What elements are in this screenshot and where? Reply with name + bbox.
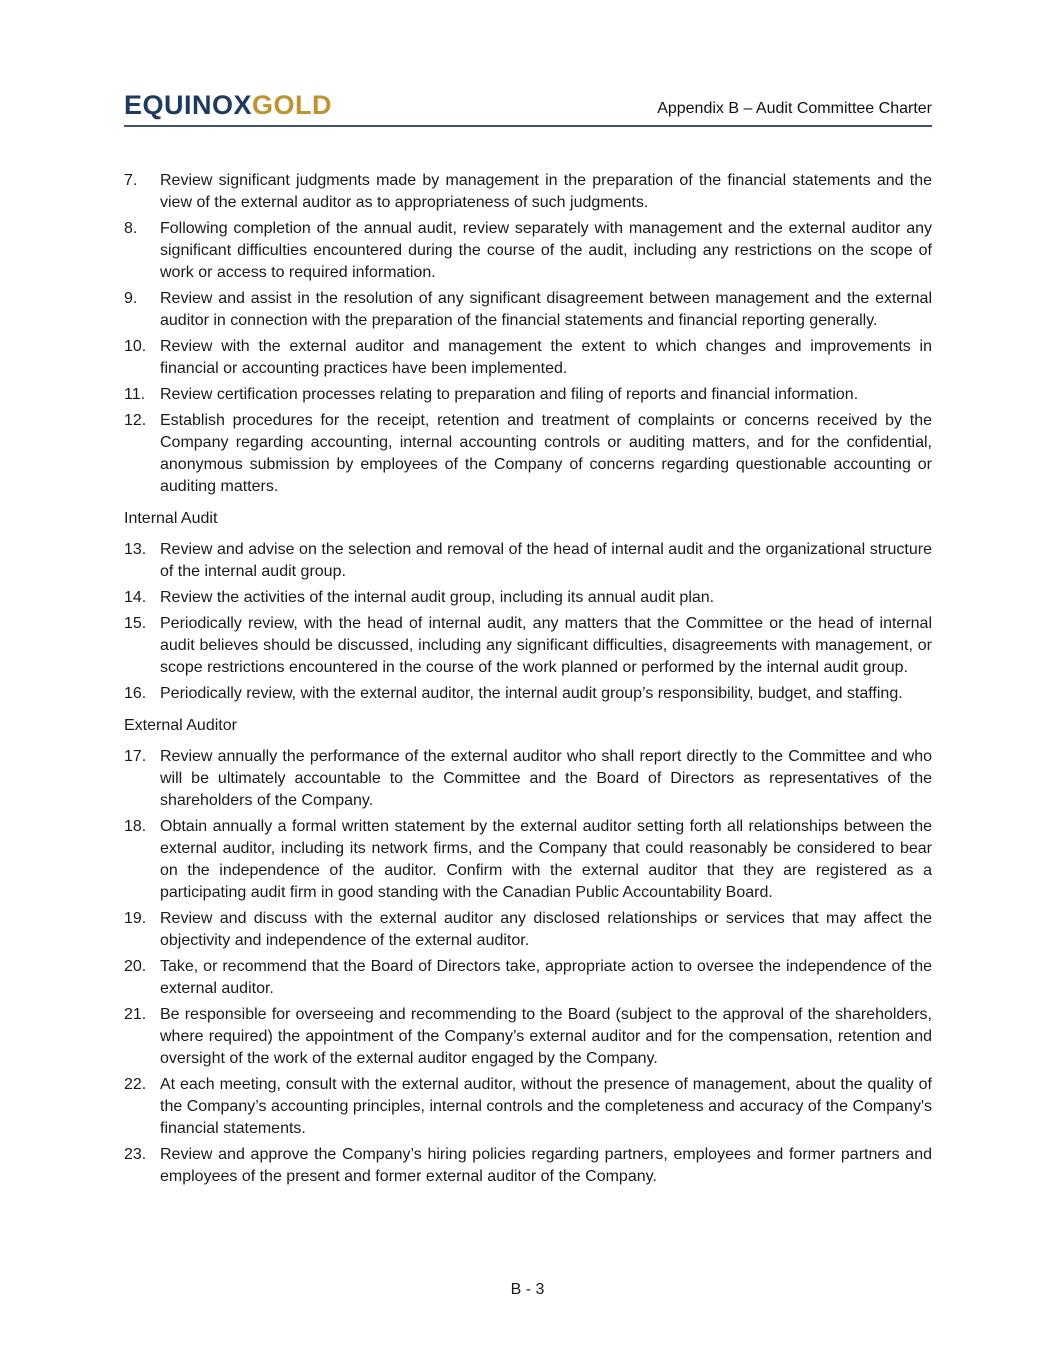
- list-item-text: Be responsible for overseeing and recommending to the Board (subject to the approval of the shareholders, where required) the appointment of the Company’s external auditor and for the compensation, retention and oversight of the work of the external auditor engaged by the Company.: [160, 1006, 932, 1067]
- list-item-number: 23.: [124, 1146, 147, 1163]
- list-item: [124, 1144, 932, 1188]
- list-item-text: Obtain annually a formal written statement by the external auditor setting forth all relationships between the external auditor, including its network firms, and the Company that could reasonably be considered to bear on the independence of the auditor. Confirm with the external auditor that they are registered as a participating audit firm in good standing with the Canadian Public Accountability Board.: [160, 818, 932, 901]
- list-item: [124, 336, 932, 380]
- list-item-number: 22.: [124, 1076, 147, 1093]
- list-item-text: Take, or recommend that the Board of Directors take, appropriate action to oversee the independence of the external auditor.: [160, 958, 932, 997]
- list-item-text: Establish procedures for the receipt, retention and treatment of complaints or concerns received by the Company regarding accounting, internal accounting controls or auditing matters, and for the confidential, anonymous submission by employees of the Company of concerns regarding questionable accounting or auditing matters.: [160, 412, 932, 495]
- list-item: [124, 1004, 932, 1070]
- list-item-text: Following completion of the annual audit, review separately with management and the external auditor any significant difficulties encountered during the course of the audit, including any restrictions on the scope of work or access to required information.: [160, 220, 932, 281]
- list-item: [124, 410, 932, 498]
- list-item-number: 21.: [124, 1006, 147, 1023]
- list-item-text: Review and approve the Company’s hiring policies regarding partners, employees and former partners and employees of the present and former external auditor of the Company.: [160, 1146, 932, 1185]
- list-item-number: 17.: [124, 748, 147, 765]
- list-item: [124, 956, 932, 1000]
- page-footer: [0, 1281, 1055, 1299]
- logo-text-equinox: EQUINOX: [124, 90, 253, 120]
- company-logo: [124, 92, 332, 119]
- list-item: [124, 384, 932, 406]
- list-item-number: 9.: [124, 290, 138, 307]
- list-item-number: 8.: [124, 220, 138, 237]
- list-item-number: 7.: [124, 172, 138, 189]
- list-item-text: At each meeting, consult with the external auditor, without the presence of management, about the quality of the Company’s accounting principles, internal controls and the completeness and accuracy of the Company's financial statements.: [160, 1076, 932, 1137]
- list-item-text: Periodically review, with the head of internal audit, any matters that the Committee or the head of internal audit believes should be discussed, including any significant difficulties, disagreements with management, or scope restrictions encountered in the course of the work planned or performed by the internal audit group.: [160, 615, 932, 676]
- list-item-text: Periodically review, with the external auditor, the internal audit group’s responsibility, budget, and staffing.: [160, 685, 903, 702]
- list-item-text: Review and assist in the resolution of any significant disagreement between management and the external auditor in connection with the preparation of the financial statements and financial reporting generally.: [160, 290, 932, 329]
- list-item-number: 12.: [124, 412, 147, 429]
- list-item-text: Review certification processes relating to preparation and filing of reports and financial information.: [160, 386, 859, 403]
- list-item-number: 20.: [124, 958, 147, 975]
- list-item-number: 19.: [124, 910, 147, 927]
- list-item: [124, 587, 932, 609]
- list-item-text: Review and advise on the selection and removal of the head of internal audit and the organizational structure of the internal audit group.: [160, 541, 932, 580]
- page-number: B - 3: [510, 1281, 545, 1298]
- list-item: [124, 613, 932, 679]
- page-header: [124, 92, 932, 127]
- list-item-number: 14.: [124, 589, 147, 606]
- list-item: [124, 1074, 932, 1140]
- logo-text-gold: GOLD: [252, 90, 333, 120]
- section-heading-external-auditor: External Auditor: [124, 717, 237, 734]
- list-item-number: 10.: [124, 338, 147, 355]
- list-item-number: 18.: [124, 818, 147, 835]
- list-item-text: Review the activities of the internal audit group, including its annual audit plan.: [160, 589, 715, 606]
- list-item: [124, 816, 932, 904]
- header-title: Appendix B – Audit Committee Charter: [657, 100, 932, 117]
- list-item: [124, 746, 932, 812]
- list-item: [124, 288, 932, 332]
- list-item: [124, 908, 932, 952]
- list-item-text: Review annually the performance of the external auditor who shall report directly to the Committee and who will be ultimately accountable to the Committee and the Board of Directors as representatives of the shareholders of the Company.: [160, 748, 932, 809]
- list-item-text: Review and discuss with the external auditor any disclosed relationships or services that may affect the objectivity and independence of the external auditor.: [160, 910, 932, 949]
- list-item: [124, 218, 932, 284]
- document-body: [124, 170, 932, 1192]
- section-heading-internal-audit: Internal Audit: [124, 510, 218, 527]
- list-item-number: 13.: [124, 541, 147, 558]
- list-item-text: Review significant judgments made by management in the preparation of the financial statements and the view of the external auditor as to appropriateness of such judgments.: [160, 172, 932, 211]
- list-item-number: 15.: [124, 615, 147, 632]
- list-item: [124, 539, 932, 583]
- list-item-number: 16.: [124, 685, 147, 702]
- list-item-number: 11.: [124, 386, 146, 403]
- list-item-text: Review with the external auditor and management the extent to which changes and improvements in financial or accounting practices have been implemented.: [160, 338, 932, 377]
- list-item: [124, 170, 932, 214]
- list-item: [124, 683, 932, 705]
